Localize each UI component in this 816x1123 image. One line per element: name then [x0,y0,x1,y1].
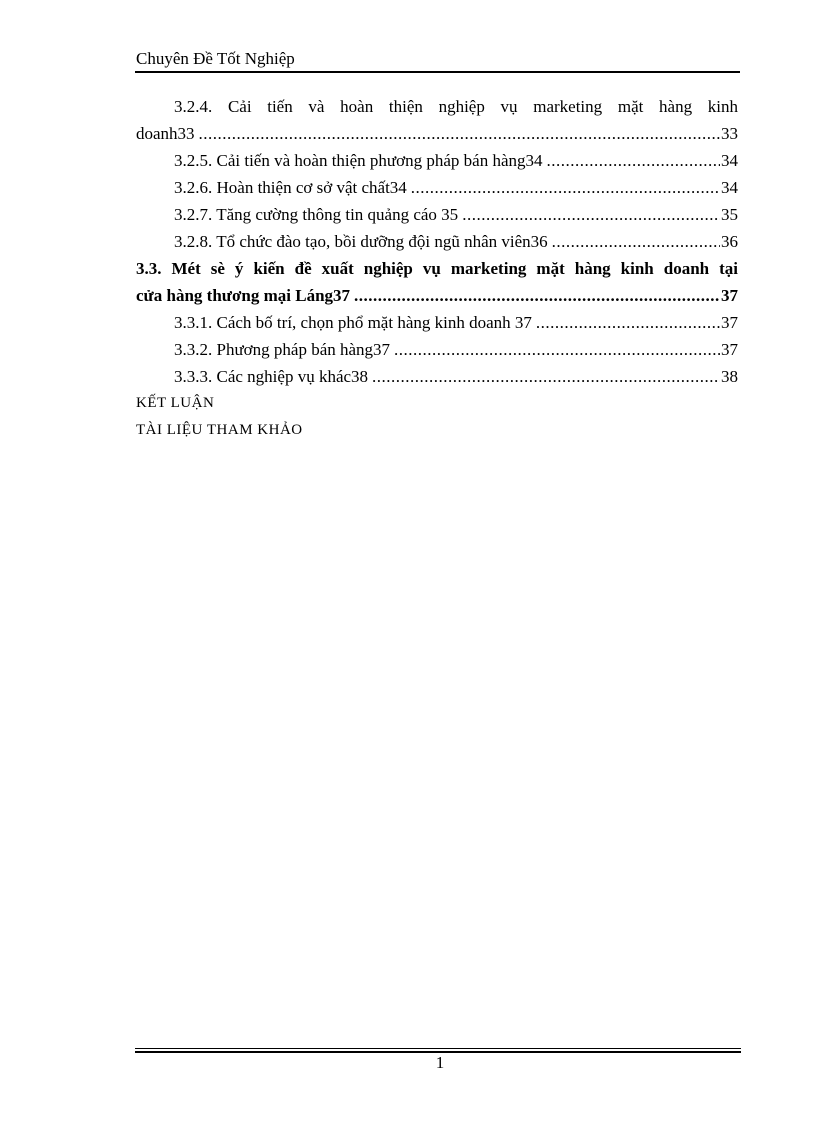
toc-entry-3-2-4-line2[interactable] [136,120,738,147]
toc-entry-3-3-3[interactable] [136,363,738,390]
toc-entry-text: doanh33 [136,124,195,143]
page-number: 1 [435,1053,445,1072]
toc-page-number: 36 [721,232,738,251]
header-title: Chuyên Đề Tốt Nghiệp [136,49,295,68]
dot-leader [552,228,720,255]
toc-page-number: 37 [721,340,738,359]
toc-entry-3-2-7[interactable] [136,201,738,228]
dot-leader [354,282,720,309]
toc-entry-text: 3.2.5. Cải tiến và hoàn thiện phương pháp bán hàng34 [174,151,543,170]
toc-entry-references[interactable]: TÀI LIỆU THAM KHẢO [136,422,303,438]
toc-page-number: 38 [721,367,738,386]
dot-leader [536,309,720,336]
toc-page-number: 34 [721,151,738,170]
toc-entry-text: 3.2.8. Tổ chức đào tạo, bồi dưỡng đội ngũ nhân viên36 [174,232,548,251]
toc-entry-conclusion[interactable]: KẾT LUẬN [136,395,215,411]
toc-page-number: 35 [721,205,738,224]
toc-entry-3-3-line1[interactable]: 3.3. Mét sè ý kiến đề xuất nghiệp vụ marketing mặt hàng kinh doanh tại [136,259,738,278]
toc-page-number: 37 [721,286,738,305]
header-rule [135,71,740,73]
toc-entry-3-3-1[interactable] [136,309,738,336]
dot-leader [199,120,720,147]
toc-entry-3-2-8[interactable] [136,228,738,255]
toc-entry-3-2-6[interactable] [136,174,738,201]
toc-entry-text: cửa hàng thương mại Láng37 [136,286,351,305]
dot-leader [462,201,720,228]
toc-page-number: 33 [721,124,738,143]
toc-entry-3-3-line2[interactable] [136,282,738,309]
footer-rule [135,1048,741,1049]
toc-entry-3-2-5[interactable] [136,147,738,174]
toc-entry-text: 3.2.7. Tăng cường thông tin quảng cáo 35 [174,205,459,224]
dot-leader [547,147,720,174]
toc-entry-text: 3.3.2. Phương pháp bán hàng37 [174,340,391,359]
dot-leader [394,336,720,363]
toc-entry-text: 3.3.3. Các nghiệp vụ khác38 [174,367,369,386]
dot-leader [411,174,720,201]
toc-page-number: 37 [721,313,738,332]
toc-entry-text: 3.3.1. Cách bố trí, chọn phổ mặt hàng kinh doanh 37 [174,313,532,332]
table-of-contents [136,93,738,444]
toc-entry-text: 3.2.6. Hoàn thiện cơ sở vật chất34 [174,178,407,197]
toc-page-number: 34 [721,178,738,197]
dot-leader [372,363,720,390]
toc-entry-3-2-4-line1[interactable]: 3.2.4. Cải tiến và hoàn thiện nghiệp vụ marketing mặt hàng kinh [174,97,738,116]
toc-entry-3-3-2[interactable] [136,336,738,363]
